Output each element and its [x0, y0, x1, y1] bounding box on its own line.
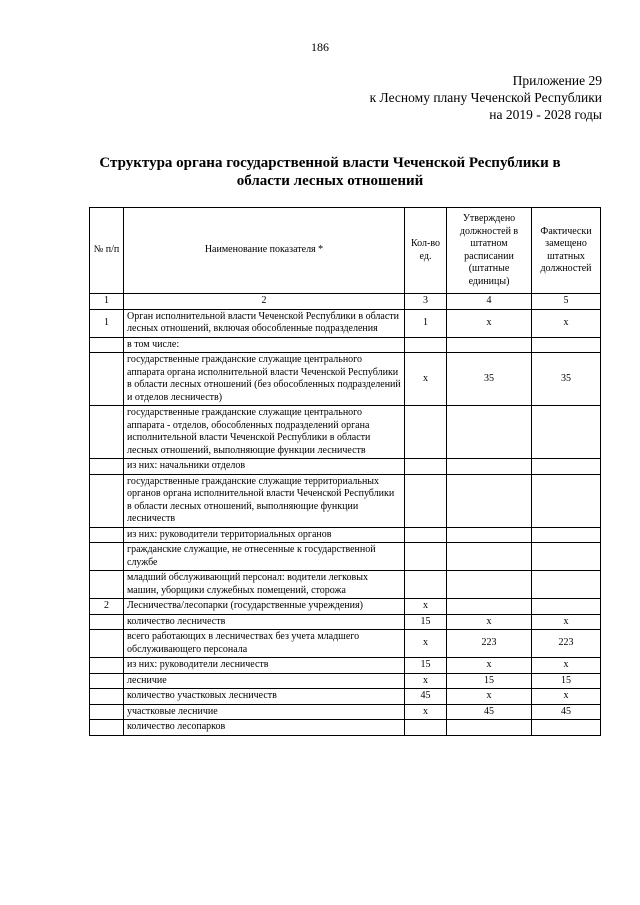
quantity-cell	[405, 543, 447, 571]
table-row	[90, 689, 601, 705]
column-number-2: 2	[124, 294, 405, 310]
table-row	[90, 720, 601, 736]
quantity-cell: x	[405, 673, 447, 689]
table-row	[90, 599, 601, 615]
row-number-cell	[90, 527, 124, 543]
approved-positions-cell: 45	[447, 704, 532, 720]
appendix-line-2: к Лесному плану Чеченской Республики	[369, 90, 602, 105]
row-number-cell: 2	[90, 599, 124, 615]
table-row	[90, 704, 601, 720]
header-indicator-name: Наименование показателя *	[124, 208, 405, 294]
row-number-cell: 1	[90, 309, 124, 337]
indicator-name-cell: количество лесопарков	[124, 720, 405, 736]
quantity-cell: x	[405, 353, 447, 406]
table-row	[90, 630, 601, 658]
table-header-row	[90, 208, 601, 294]
table-row	[90, 673, 601, 689]
actual-positions-cell: x	[532, 309, 601, 337]
table-row	[90, 353, 601, 406]
approved-positions-cell	[447, 543, 532, 571]
actual-positions-cell: 15	[532, 673, 601, 689]
table-row	[90, 406, 601, 459]
approved-positions-cell	[447, 337, 532, 353]
column-number-row	[90, 294, 601, 310]
actual-positions-cell: 45	[532, 704, 601, 720]
indicator-name-cell: государственные гражданские служащие центрального аппарата - отделов, обособленных подразделений органа исполнительной власти Чеченской Республики в области лесных отношений, выполняющие функции лесничеств	[124, 406, 405, 459]
actual-positions-cell: 223	[532, 630, 601, 658]
approved-positions-cell: x	[447, 309, 532, 337]
header-approved-positions: Утверждено должностей в штатном расписании (штатные единицы)	[447, 208, 532, 294]
actual-positions-cell	[532, 459, 601, 475]
approved-positions-cell	[447, 571, 532, 599]
appendix-line-3: на 2019 - 2028 годы	[489, 107, 602, 122]
header-actual-positions: Фактически замещено штатных должностей	[532, 208, 601, 294]
table-row	[90, 614, 601, 630]
row-number-cell	[90, 543, 124, 571]
actual-positions-cell	[532, 599, 601, 615]
approved-positions-cell	[447, 527, 532, 543]
indicator-name-cell: количество лесничеств	[124, 614, 405, 630]
approved-positions-cell: x	[447, 658, 532, 674]
document-title-line-2: области лесных отношений	[236, 173, 424, 189]
row-number-cell	[90, 353, 124, 406]
approved-positions-cell	[447, 406, 532, 459]
approved-positions-cell	[447, 599, 532, 615]
quantity-cell	[405, 459, 447, 475]
actual-positions-cell: x	[532, 689, 601, 705]
row-number-cell	[90, 658, 124, 674]
table-row	[90, 474, 601, 527]
actual-positions-cell	[532, 571, 601, 599]
quantity-cell: x	[405, 630, 447, 658]
approved-positions-cell: 35	[447, 353, 532, 406]
approved-positions-cell	[447, 459, 532, 475]
appendix-line-1: Приложение 29	[512, 73, 602, 88]
quantity-cell	[405, 527, 447, 543]
approved-positions-cell	[447, 720, 532, 736]
quantity-cell: x	[405, 599, 447, 615]
column-number-3: 3	[405, 294, 447, 310]
indicator-name-cell: Орган исполнительной власти Чеченской Республики в области лесных отношений, включая обособленные подразделения	[124, 309, 405, 337]
approved-positions-cell: x	[447, 614, 532, 630]
row-number-cell	[90, 406, 124, 459]
indicator-name-cell: младший обслуживающий персонал: водители легковых машин, уборщики служебных помещений, сторожа	[124, 571, 405, 599]
indicator-name-cell: из них: руководители территориальных органов	[124, 527, 405, 543]
actual-positions-cell	[532, 474, 601, 527]
column-number-1: 1	[90, 294, 124, 310]
indicator-name-cell: гражданские служащие, не отнесенные к государственной службе	[124, 543, 405, 571]
indicator-name-cell: участковые лесничие	[124, 704, 405, 720]
row-number-cell	[90, 630, 124, 658]
structure-table	[89, 207, 601, 736]
indicator-name-cell: количество участковых лесничеств	[124, 689, 405, 705]
indicator-name-cell: в том числе:	[124, 337, 405, 353]
row-number-cell	[90, 571, 124, 599]
indicator-name-cell: государственные гражданские служащие центрального аппарата органа исполнительной власти Чеченской Республики в области лесных отношений (без обособленных подразделений и отделов лесничеств)	[124, 353, 405, 406]
quantity-cell	[405, 474, 447, 527]
actual-positions-cell: x	[532, 614, 601, 630]
quantity-cell	[405, 406, 447, 459]
row-number-cell	[90, 474, 124, 527]
table-row	[90, 543, 601, 571]
indicator-name-cell: всего работающих в лесничествах без учета младшего обслуживающего персонала	[124, 630, 405, 658]
table-row	[90, 527, 601, 543]
actual-positions-cell: x	[532, 658, 601, 674]
approved-positions-cell: 223	[447, 630, 532, 658]
quantity-cell	[405, 720, 447, 736]
header-quantity: Кол-во ед.	[405, 208, 447, 294]
appendix-note	[370, 72, 602, 123]
actual-positions-cell	[532, 406, 601, 459]
row-number-cell	[90, 689, 124, 705]
table-row	[90, 337, 601, 353]
approved-positions-cell: 15	[447, 673, 532, 689]
approved-positions-cell	[447, 474, 532, 527]
actual-positions-cell	[532, 543, 601, 571]
column-number-5: 5	[532, 294, 601, 310]
quantity-cell: 15	[405, 658, 447, 674]
column-number-4: 4	[447, 294, 532, 310]
page-number: 186	[311, 40, 329, 54]
indicator-name-cell: государственные гражданские служащие территориальных органов органа исполнительной власти Чеченской Республики в области лесных отношений, выполняющие функции лесничеств	[124, 474, 405, 527]
quantity-cell: 45	[405, 689, 447, 705]
row-number-cell	[90, 614, 124, 630]
table-row	[90, 459, 601, 475]
header-number: № п/п	[90, 208, 124, 294]
row-number-cell	[90, 720, 124, 736]
approved-positions-cell: x	[447, 689, 532, 705]
actual-positions-cell	[532, 527, 601, 543]
row-number-cell	[90, 459, 124, 475]
quantity-cell: 15	[405, 614, 447, 630]
table-row	[90, 309, 601, 337]
quantity-cell	[405, 337, 447, 353]
row-number-cell	[90, 337, 124, 353]
document-title-line-1: Структура органа государственной власти Чеченской Республики в	[99, 155, 561, 171]
table-body	[90, 309, 601, 735]
document-title	[95, 154, 565, 190]
quantity-cell	[405, 571, 447, 599]
table-row	[90, 658, 601, 674]
indicator-name-cell: лесничие	[124, 673, 405, 689]
actual-positions-cell	[532, 337, 601, 353]
row-number-cell	[90, 673, 124, 689]
actual-positions-cell: 35	[532, 353, 601, 406]
indicator-name-cell: Лесничества/лесопарки (государственные учреждения)	[124, 599, 405, 615]
quantity-cell: 1	[405, 309, 447, 337]
actual-positions-cell	[532, 720, 601, 736]
table-row	[90, 571, 601, 599]
row-number-cell	[90, 704, 124, 720]
indicator-name-cell: из них: руководители лесничеств	[124, 658, 405, 674]
indicator-name-cell: из них: начальники отделов	[124, 459, 405, 475]
quantity-cell: x	[405, 704, 447, 720]
